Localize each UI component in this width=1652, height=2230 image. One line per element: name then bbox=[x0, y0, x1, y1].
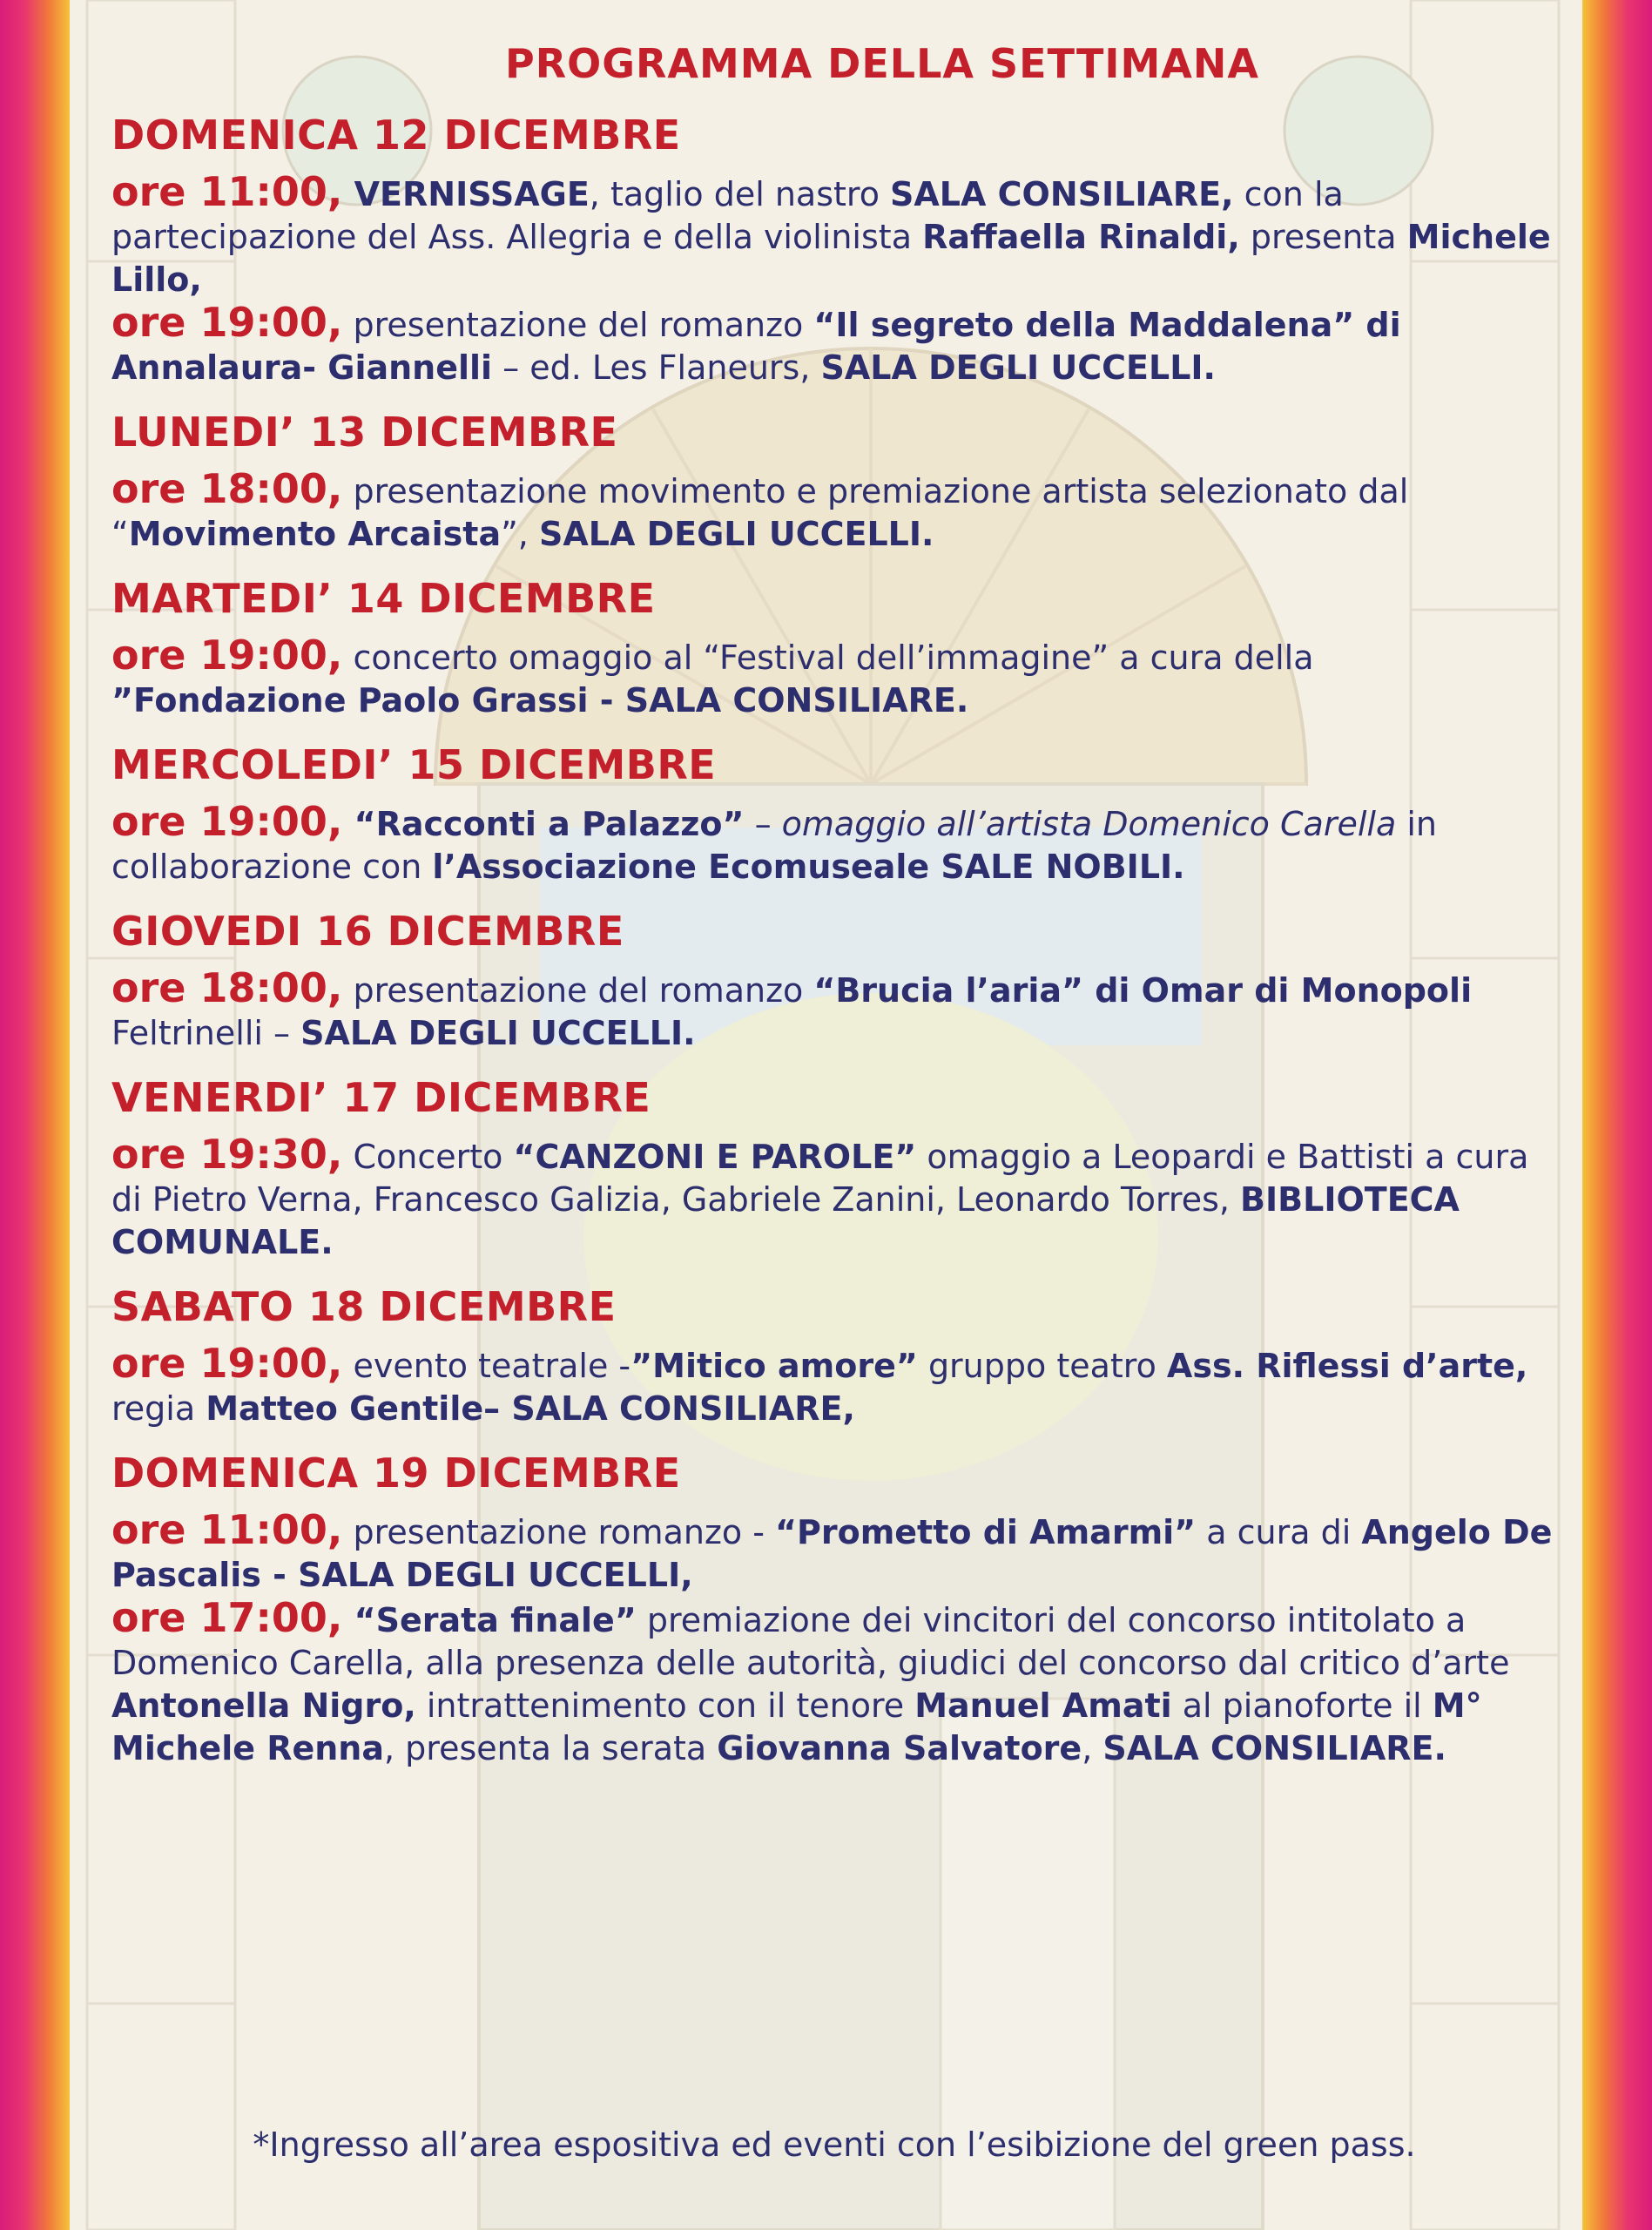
event-text: ”, bbox=[501, 515, 539, 553]
event-text: Antonella Nigro, bbox=[111, 1686, 416, 1725]
event-text: presenta bbox=[1239, 218, 1407, 256]
event-text: omaggio all’artista Domenico Carella bbox=[781, 805, 1397, 843]
page-title: PROGRAMMA DELLA SETTIMANA bbox=[505, 40, 1259, 87]
event-text: Ass. Riflessi d’arte, bbox=[1166, 1347, 1528, 1385]
day-title: MERCOLEDI’ 15 DICEMBRE bbox=[111, 741, 717, 788]
event-text: Concerto bbox=[342, 1138, 514, 1176]
day-section bbox=[111, 1074, 1557, 1264]
event-text: SALA DEGLI UCCELLI. bbox=[820, 348, 1216, 387]
event-text: , presenta la serata bbox=[384, 1729, 718, 1767]
event-text: SALA DEGLI UCCELLI. bbox=[538, 515, 934, 553]
day-title: DOMENICA 19 DICEMBRE bbox=[111, 1450, 681, 1497]
day-section bbox=[111, 575, 1557, 722]
event-time: ore 17:00, bbox=[111, 1594, 343, 1641]
event-time: ore 18:00, bbox=[111, 465, 343, 512]
event-text: presentazione movimento e premiazione artista selezionato dal “ bbox=[111, 472, 1409, 553]
event-text: regia bbox=[111, 1389, 206, 1428]
event-time: ore 18:00, bbox=[111, 964, 343, 1011]
event-text: concerto omaggio al “Festival dell’immagine” a cura della bbox=[342, 639, 1314, 677]
event-text: presentazione del romanzo bbox=[342, 306, 814, 344]
event-entry bbox=[111, 634, 1557, 722]
event-entry bbox=[111, 964, 1557, 1055]
event-text: evento teatrale - bbox=[342, 1347, 631, 1385]
left-gradient-border bbox=[0, 0, 70, 2230]
event-text: Feltrinelli – bbox=[111, 1014, 301, 1052]
event-text: Michele Lillo, bbox=[111, 218, 1551, 299]
event-text: , bbox=[1082, 1729, 1103, 1767]
event-text: al pianoforte il bbox=[1171, 1686, 1433, 1725]
day-title: SABATO 18 DICEMBRE bbox=[111, 1283, 617, 1330]
event-text: “Brucia l’aria” di Omar di Monopoli bbox=[813, 971, 1473, 1010]
day-section bbox=[111, 908, 1557, 1055]
event-text: con la partecipazione del Ass. Allegria e della violinista bbox=[111, 175, 1344, 256]
event-text: – ed. Les Flaneurs, bbox=[492, 348, 821, 387]
day-section bbox=[111, 1283, 1557, 1430]
event-text: a cura di bbox=[1196, 1513, 1362, 1551]
day-title: MARTEDI’ 14 DICEMBRE bbox=[111, 575, 656, 622]
event-entry bbox=[111, 798, 1557, 889]
event-text: presentazione romanzo - bbox=[342, 1513, 776, 1551]
event-time: ore 19:30, bbox=[111, 1131, 343, 1178]
program-poster bbox=[111, 40, 1557, 1789]
event-text: “Prometto di Amarmi” bbox=[775, 1513, 1197, 1551]
event-entry bbox=[111, 1594, 1557, 1770]
event-text: gruppo teatro bbox=[917, 1347, 1167, 1385]
day-title: LUNEDI’ 13 DICEMBRE bbox=[111, 409, 618, 456]
event-text: M° Michele Renna bbox=[111, 1686, 1482, 1767]
day-section bbox=[111, 409, 1557, 556]
event-entry bbox=[111, 1133, 1557, 1264]
event-entry bbox=[111, 168, 1557, 301]
event-text: “Serata finale” bbox=[342, 1601, 637, 1639]
event-text: Angelo De Pascalis - SALA DEGLI UCCELLI, bbox=[111, 1513, 1553, 1594]
event-entry bbox=[111, 465, 1557, 556]
event-text: ”Fondazione Paolo Grassi - SALA CONSILIARE. bbox=[111, 681, 969, 720]
event-text: “Il segreto della Maddalena” di Annalaura- Giannelli bbox=[111, 306, 1401, 387]
day-section bbox=[111, 741, 1557, 889]
event-text: omaggio a Leopardi e Battisti a cura di Pietro Verna, Francesco Galizia, Gabriele Zanini, Leonardo Torres, bbox=[111, 1138, 1529, 1219]
event-text: “CANZONI E PAROLE” bbox=[513, 1138, 917, 1176]
event-text: BIBLIOTECA COMUNALE. bbox=[111, 1180, 1460, 1261]
day-section bbox=[111, 112, 1557, 389]
event-text: – bbox=[744, 805, 782, 843]
days-list bbox=[111, 112, 1557, 1770]
day-section bbox=[111, 1450, 1557, 1770]
event-text: Matteo Gentile– SALA CONSILIARE, bbox=[206, 1389, 855, 1428]
event-text: premiazione dei vincitori del concorso intitolato a Domenico Carella, alla presenza delle autorità, giudici del concorso dal critico d’arte bbox=[111, 1601, 1510, 1682]
event-text: SALA CONSILIARE, bbox=[890, 175, 1234, 213]
event-text: l’Associazione Ecomuseale SALE NOBILI. bbox=[432, 848, 1185, 886]
event-text: in collaborazione con bbox=[111, 805, 1437, 886]
event-text: Movimento Arcaista bbox=[128, 515, 502, 553]
event-text: presentazione del romanzo bbox=[342, 971, 814, 1010]
event-entry bbox=[111, 301, 1557, 389]
event-time: ore 19:00, bbox=[111, 798, 343, 845]
day-title: VENERDI’ 17 DICEMBRE bbox=[111, 1074, 651, 1121]
event-text: VERNISSAGE bbox=[342, 175, 590, 213]
event-time: ore 19:00, bbox=[111, 299, 343, 346]
event-time: ore 11:00, bbox=[111, 1506, 343, 1553]
event-text: Manuel Amati bbox=[914, 1686, 1172, 1725]
event-time: ore 19:00, bbox=[111, 632, 343, 679]
right-gradient-border bbox=[1582, 0, 1652, 2230]
event-entry bbox=[111, 1342, 1557, 1430]
event-text: , taglio del nastro bbox=[589, 175, 891, 213]
event-text: Giovanna Salvatore bbox=[717, 1729, 1082, 1767]
event-time: ore 19:00, bbox=[111, 1340, 343, 1387]
event-text: SALA DEGLI UCCELLI. bbox=[300, 1014, 696, 1052]
event-text: Raffaella Rinaldi, bbox=[922, 218, 1240, 256]
event-text: intrattenimento con il tenore bbox=[415, 1686, 915, 1725]
event-entry bbox=[111, 1506, 1557, 1597]
event-text: “Racconti a Palazzo” bbox=[342, 805, 745, 843]
event-time: ore 11:00, bbox=[111, 168, 343, 215]
event-text: ”Mitico amore” bbox=[630, 1347, 918, 1385]
event-text: SALA CONSILIARE. bbox=[1102, 1729, 1446, 1767]
day-title: GIOVEDI 16 DICEMBRE bbox=[111, 908, 624, 955]
footnote: *Ingresso all’area espositiva ed eventi con l’esibizione del green pass. bbox=[253, 2125, 1416, 2164]
day-title: DOMENICA 12 DICEMBRE bbox=[111, 112, 681, 159]
